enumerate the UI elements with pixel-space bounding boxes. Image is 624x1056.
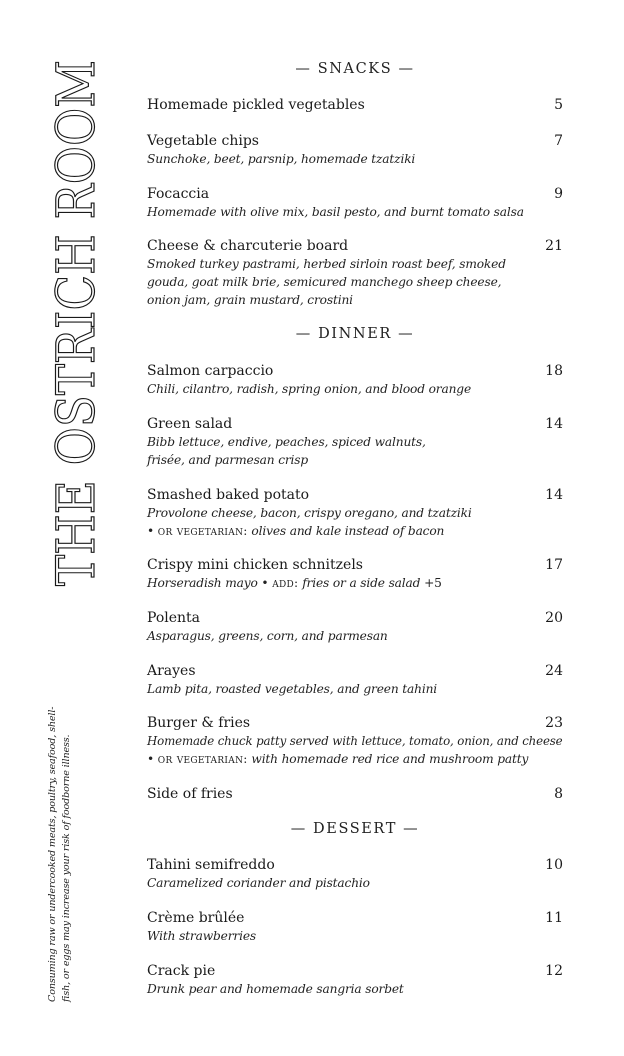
item-price: 14	[545, 416, 563, 432]
item-description: Provolone cheese, bacon, crispy oregano, and tzatziki	[147, 506, 472, 520]
menu-item	[147, 486, 563, 540]
item-price: 14	[545, 487, 563, 503]
item-price: 8	[554, 786, 563, 802]
menu-item	[147, 556, 563, 592]
menu-item	[147, 237, 563, 309]
item-name: Focaccia	[147, 186, 210, 202]
add-price: +5	[424, 576, 442, 590]
item-name: Burger & fries	[147, 715, 251, 731]
menu-item	[147, 714, 563, 768]
item-name: Polenta	[147, 610, 201, 626]
item-name: Vegetable chips	[147, 133, 259, 149]
item-name: Tahini semifreddo	[147, 857, 275, 873]
item-description: Asparagus, greens, corn, and parmesan	[147, 629, 388, 643]
bullet: •	[147, 752, 155, 766]
note-label: or vegetarian:	[157, 752, 248, 766]
add-label: add:	[272, 576, 299, 590]
bullet: •	[261, 576, 269, 590]
item-name: Salmon carpaccio	[147, 363, 274, 379]
item-price: 18	[545, 363, 563, 379]
item-price: 12	[545, 963, 563, 979]
restaurant-name-text: THE OSTRICH ROOM	[47, 0, 107, 586]
item-vegetarian-note	[147, 522, 563, 540]
item-description: Smoked turkey pastrami, herbed sirloin roast beef, smoked gouda, goat milk brie, semicured manchego sheep cheese, onion jam, grain mustard, crostini	[147, 257, 506, 307]
menu-item	[147, 96, 563, 114]
item-price: 21	[545, 238, 563, 254]
item-description	[147, 574, 563, 592]
menu-item	[147, 856, 563, 892]
item-description: Homemade with olive mix, basil pesto, and burnt tomato salsa	[147, 205, 524, 219]
item-price: 17	[545, 557, 563, 573]
item-description: Drunk pear and homemade sangria sorbet	[147, 982, 404, 996]
menu-item	[147, 609, 563, 645]
section-title-snacks: — SNACKS —	[295, 61, 415, 77]
note-text: with homemade red rice and mushroom patty	[251, 752, 529, 766]
item-description: Chili, cilantro, radish, spring onion, and blood orange	[147, 382, 472, 396]
item-vegetarian-note	[147, 750, 563, 768]
menu-item	[147, 662, 563, 698]
item-description: Lamb pita, roasted vegetables, and green tahini	[147, 682, 438, 696]
section-title-dinner: — DINNER —	[295, 326, 415, 342]
item-price: 20	[545, 610, 563, 626]
item-name: Crispy mini chicken schnitzels	[147, 557, 363, 573]
menu-item	[147, 909, 563, 945]
item-description: Bibb lettuce, endive, peaches, spiced walnuts, frisée, and parmesan crisp	[147, 435, 426, 467]
item-name: Side of fries	[147, 786, 233, 802]
restaurant-name-logo	[47, 0, 107, 586]
menu-item	[147, 185, 563, 221]
item-description: Caramelized coriander and pistachio	[147, 876, 370, 890]
item-price: 5	[554, 97, 563, 113]
item-price: 23	[545, 715, 563, 731]
note-label: or vegetarian:	[157, 524, 248, 538]
item-name: Crème brûlée	[147, 910, 245, 926]
disclaimer: Consuming raw or undercooked meats, poultry, seafood, shell-fish, or eggs may increase your risk of foodborne illness.	[47, 706, 72, 1002]
menu-item	[147, 415, 563, 469]
menu-item	[147, 362, 563, 398]
add-text: fries or a side salad	[302, 576, 421, 590]
section-title-dessert: — DESSERT —	[290, 821, 420, 837]
menu-item	[147, 785, 563, 803]
bullet: •	[147, 524, 155, 538]
item-name: Cheese & charcuterie board	[147, 238, 349, 254]
menu-item	[147, 962, 563, 998]
item-price: 7	[554, 133, 563, 149]
item-description: Homemade chuck patty served with lettuce, tomato, onion, and cheese	[147, 734, 563, 748]
item-name: Green salad	[147, 416, 233, 432]
menu-item	[147, 132, 563, 168]
restaurant-name	[47, 0, 107, 586]
item-name: Arayes	[147, 663, 196, 679]
item-name: Homemade pickled vegetables	[147, 97, 365, 113]
note-text: olives and kale instead of bacon	[251, 524, 445, 538]
item-price: 10	[545, 857, 563, 873]
item-name: Smashed baked potato	[147, 487, 310, 503]
item-desc-text: Horseradish mayo	[147, 576, 258, 590]
item-price: 11	[545, 910, 563, 926]
item-description: With strawberries	[147, 929, 256, 943]
item-name: Crack pie	[147, 963, 216, 979]
item-price: 9	[554, 186, 563, 202]
item-description: Sunchoke, beet, parsnip, homemade tzatziki	[147, 152, 416, 166]
item-price: 24	[545, 663, 563, 679]
